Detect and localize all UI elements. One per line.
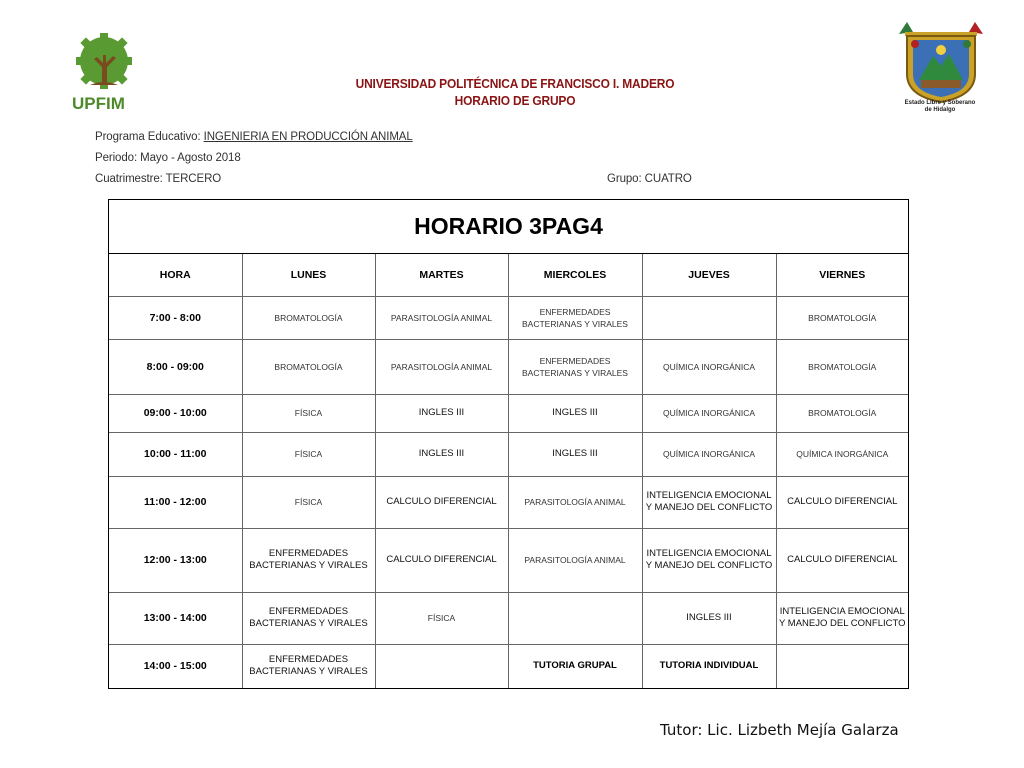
class-cell: FÍSICA: [242, 394, 375, 432]
time-cell: 11:00 - 12:00: [109, 476, 242, 528]
class-cell: ENFERMEDADES BACTERIANAS Y VIRALES: [242, 528, 375, 592]
header-row: [109, 254, 908, 296]
document-header: [317, 75, 713, 109]
class-cell: INGLES III: [375, 432, 508, 476]
schedule-table: [109, 254, 908, 688]
group-value: CUATRO: [644, 173, 692, 185]
column-header-jueves: JUEVES: [642, 254, 776, 296]
class-cell: QUÍMICA INORGÁNICA: [642, 432, 776, 476]
class-cell: ENFERMEDADES BACTERIANAS Y VIRALES: [508, 296, 642, 339]
table-row: [109, 592, 908, 644]
document-subtitle: HORARIO DE GRUPO: [454, 93, 576, 108]
table-row: [109, 476, 908, 528]
class-cell: BROMATOLOGÍA: [242, 296, 375, 339]
column-header-viernes: VIERNES: [776, 254, 908, 296]
class-cell: BROMATOLOGÍA: [776, 296, 908, 339]
column-header-martes: MARTES: [375, 254, 508, 296]
class-cell: FÍSICA: [242, 432, 375, 476]
schedule-title: HORARIO 3PAG4: [109, 200, 908, 254]
program-line: [95, 131, 413, 143]
class-cell: BROMATOLOGÍA: [776, 339, 908, 394]
class-cell: QUÍMICA INORGÁNICA: [776, 432, 908, 476]
program-value: INGENIERIA EN PRODUCCIÓN ANIMAL: [203, 131, 413, 143]
class-cell: TUTORIA GRUPAL: [508, 644, 642, 688]
column-header-miercoles: MIERCOLES: [508, 254, 642, 296]
class-cell: ENFERMEDADES BACTERIANAS Y VIRALES: [242, 644, 375, 688]
group-label: Grupo:: [607, 173, 642, 185]
class-cell: FÍSICA: [242, 476, 375, 528]
time-cell: 7:00 - 8:00: [109, 296, 242, 339]
class-cell: INGLES III: [642, 592, 776, 644]
time-cell: 09:00 - 10:00: [109, 394, 242, 432]
table-row: [109, 339, 908, 394]
class-cell: QUÍMICA INORGÁNICA: [642, 339, 776, 394]
gear-tree-icon: [76, 33, 132, 89]
schedule-sheet: [108, 199, 909, 689]
class-cell: PARASITOLOGÍA ANIMAL: [375, 296, 508, 339]
class-cell: INGLES III: [508, 432, 642, 476]
term-line: [95, 173, 221, 185]
period-line: [95, 152, 241, 164]
seal-caption-line2: de Hidalgo: [924, 107, 956, 113]
class-cell: ENFERMEDADES BACTERIANAS Y VIRALES: [242, 592, 375, 644]
term-value: TERCERO: [165, 173, 222, 185]
class-cell: TUTORIA INDIVIDUAL: [642, 644, 776, 688]
class-cell: INTELIGENCIA EMOCIONAL Y MANEJO DEL CONFLICTO: [642, 528, 776, 592]
column-header-lunes: LUNES: [242, 254, 375, 296]
seal-caption: [880, 100, 1000, 114]
table-row: [109, 394, 908, 432]
class-cell: CALCULO DIFERENCIAL: [375, 528, 508, 592]
class-cell: BROMATOLOGÍA: [242, 339, 375, 394]
upfim-wordmark: UPFIM: [72, 94, 125, 113]
class-cell: INTELIGENCIA EMOCIONAL Y MANEJO DEL CONFLICTO: [642, 476, 776, 528]
program-label: Programa Educativo:: [95, 131, 201, 143]
seal-caption-line1: Estado Libre y Soberano: [904, 100, 976, 106]
class-cell: [375, 644, 508, 688]
upfim-logo: [66, 33, 150, 113]
period-label: Periodo:: [95, 152, 138, 164]
time-cell: 13:00 - 14:00: [109, 592, 242, 644]
column-header-hora: HORA: [109, 254, 242, 296]
class-cell: CALCULO DIFERENCIAL: [776, 528, 908, 592]
class-cell: INGLES III: [375, 394, 508, 432]
class-cell: [776, 644, 908, 688]
class-cell: CALCULO DIFERENCIAL: [375, 476, 508, 528]
table-row: [109, 432, 908, 476]
class-cell: PARASITOLOGÍA ANIMAL: [508, 528, 642, 592]
time-cell: 12:00 - 13:00: [109, 528, 242, 592]
group-line: [607, 173, 692, 185]
period-value: Mayo - Agosto 2018: [140, 152, 241, 164]
class-cell: QUÍMICA INORGÁNICA: [642, 394, 776, 432]
tutor-name: Tutor: Lic. Lizbeth Mejía Galarza: [660, 721, 899, 739]
class-cell: PARASITOLOGÍA ANIMAL: [508, 476, 642, 528]
class-cell: [642, 296, 776, 339]
class-cell: ENFERMEDADES BACTERIANAS Y VIRALES: [508, 339, 642, 394]
table-row: [109, 644, 908, 688]
class-cell: [508, 592, 642, 644]
university-name: UNIVERSIDAD POLITÉCNICA DE FRANCISCO I. MADERO: [355, 76, 675, 91]
table-row: [109, 528, 908, 592]
class-cell: INGLES III: [508, 394, 642, 432]
class-cell: INTELIGENCIA EMOCIONAL Y MANEJO DEL CONFLICTO: [776, 592, 908, 644]
coat-of-arms-icon: [899, 22, 983, 102]
time-cell: 14:00 - 15:00: [109, 644, 242, 688]
term-label: Cuatrimestre:: [95, 173, 163, 185]
class-cell: BROMATOLOGÍA: [776, 394, 908, 432]
time-cell: 8:00 - 09:00: [109, 339, 242, 394]
time-cell: 10:00 - 11:00: [109, 432, 242, 476]
class-cell: PARASITOLOGÍA ANIMAL: [375, 339, 508, 394]
class-cell: CALCULO DIFERENCIAL: [776, 476, 908, 528]
class-cell: FÍSICA: [375, 592, 508, 644]
table-row: [109, 296, 908, 339]
